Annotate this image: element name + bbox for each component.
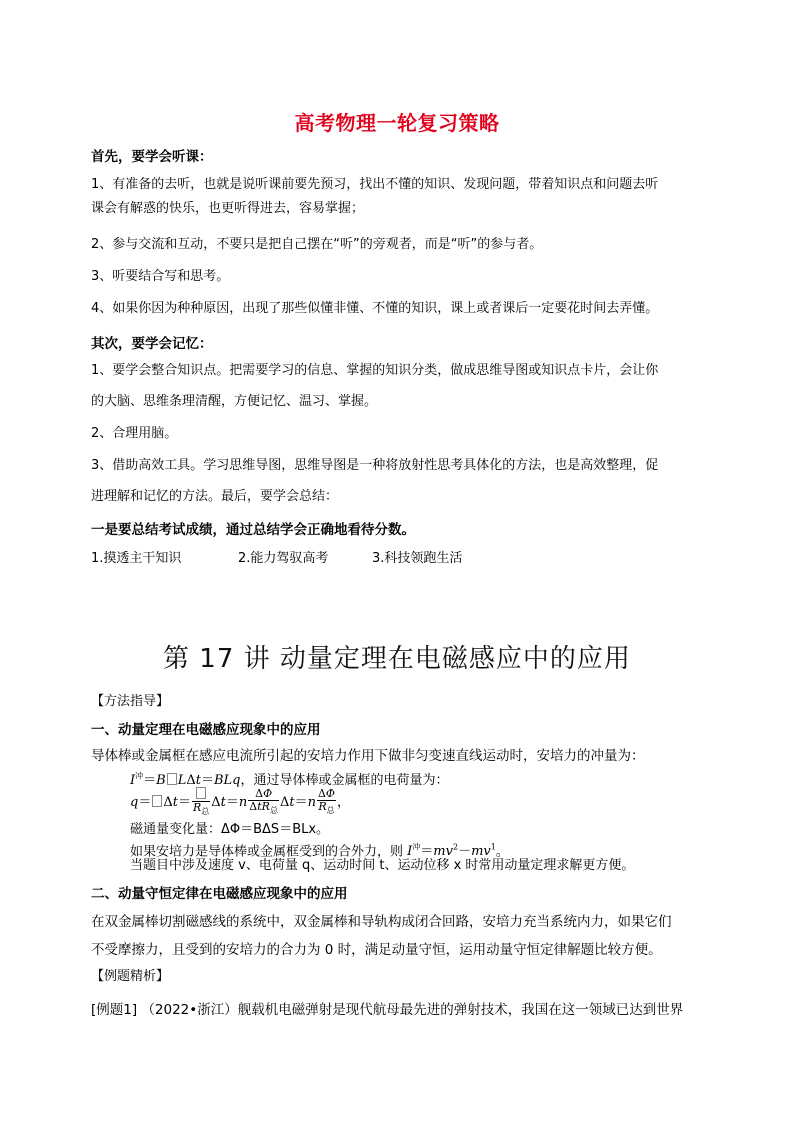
tag-3: 3.科技领跑生活 [372,551,463,566]
lesson-title: 第 17 讲 动量定理在电磁感应中的应用 [163,644,631,674]
momentum-formula: $I^冲=mv^2-mv^1$ [407,843,496,860]
second-item-3b: 进理解和记忆的方法。最后，要学会总结： [91,489,339,504]
strategy-title: 高考物理一轮复习策略 [294,111,500,135]
second-item-1b: 的大脑、思维条理清醒，方便记忆、温习、掌握。 [91,394,378,409]
first-item-4: 4、如果你因为种种原因，出现了那些似懂非懂、不懂的知识，课上或者课后一定要花时间去弄懂。 [91,301,659,316]
second-item-2: 2、合理用脑。 [91,426,178,441]
placeholder-glyph [167,773,177,785]
first-item-1b: 课会有解惑的快乐，也更听得进去，容易掌握； [91,201,365,216]
section-2-line-1: 在双金属棒切割磁感线的系统中，双金属棒和导轨构成闭合回路，安培力充当系统内力，如果它们 [91,914,672,930]
use-line: 当题目中涉及速度 v、电荷量 q、运动时间 t、运动位移 x 时常用动量定理求解更方便。 [130,858,635,873]
first-item-3: 3、听要结合写和思考。 [91,269,230,284]
section-2-heading: 二、动量守恒定律在电磁感应现象中的应用 [91,886,348,902]
section-2-line-2: 不受摩擦力，且受到的安培力的合力为 0 时，满足动量守恒，运用动量守恒定律解题比较方便。 [91,942,662,958]
section-1-intro: 导体棒或金属框在感应电流所引起的安培力作用下做非匀变速直线运动时，安培力的冲量为： [91,748,645,764]
second-item-1a: 1、要学会整合知识点。把需要学习的信息、掌握的知识分类，做成思维导图或知识点卡片，会让你 [91,363,659,378]
force-line-text: 如果安培力是导体棒或金属框受到的合外力，则 [130,844,408,860]
first-heading: 首先，要学会听课： [91,149,213,165]
example-label: 【例题精析】 [91,969,170,984]
first-item-2: 2、参与交流和互动，不要只是把自己摆在“听”的旁观者，而是“听”的参与者。 [91,237,543,252]
section-1-heading: 一、动量定理在电磁感应现象中的应用 [91,722,321,738]
first-item-1a: 1、有准备的去听，也就是说听课前要先预习，找出不懂的知识、发现问题，带着知识点和问题去听 [91,177,659,192]
force-line-end: 。 [495,844,509,860]
tag-1: 1.摸透主干知识 [91,551,182,566]
method-label: 【方法指导】 [91,694,170,709]
second-item-3a: 3、借助高效工具。学习思维导图，思维导图是一种将放射性思考具体化的方法，也是高效整理，促 [91,458,659,473]
impulse-formula: $I^冲=B$ LΔt＝BLq，通过导体棒或金属框的电荷量为： [130,771,449,788]
summary-heading: 一是要总结考试成绩，通过总结学会正确地看待分数。 [91,522,415,538]
example-1-text: [例题1] （2022•浙江）舰载机电磁弹射是现代航母最先进的弹射技术，我国在这一领域已达到世界 [91,1002,684,1018]
charge-formula: q＝ Δt＝ $R_总$ Δt＝n $\frac{\Delta\Phi}{\Delta tR_总}$ Δt＝n $\frac{\Delta\Phi}{R_总}$ ， [130,787,350,817]
placeholder-glyph [196,787,206,799]
second-heading: 其次，要学会记忆： [91,336,213,352]
flux-line: 磁通量变化量：ΔΦ＝BΔS＝BLx。 [130,822,330,837]
formula1-text: ，通过导体棒或金属框的电荷量为： [240,773,449,788]
tag-2: 2.能力驾驭高考 [238,551,329,566]
placeholder-glyph [152,795,162,807]
